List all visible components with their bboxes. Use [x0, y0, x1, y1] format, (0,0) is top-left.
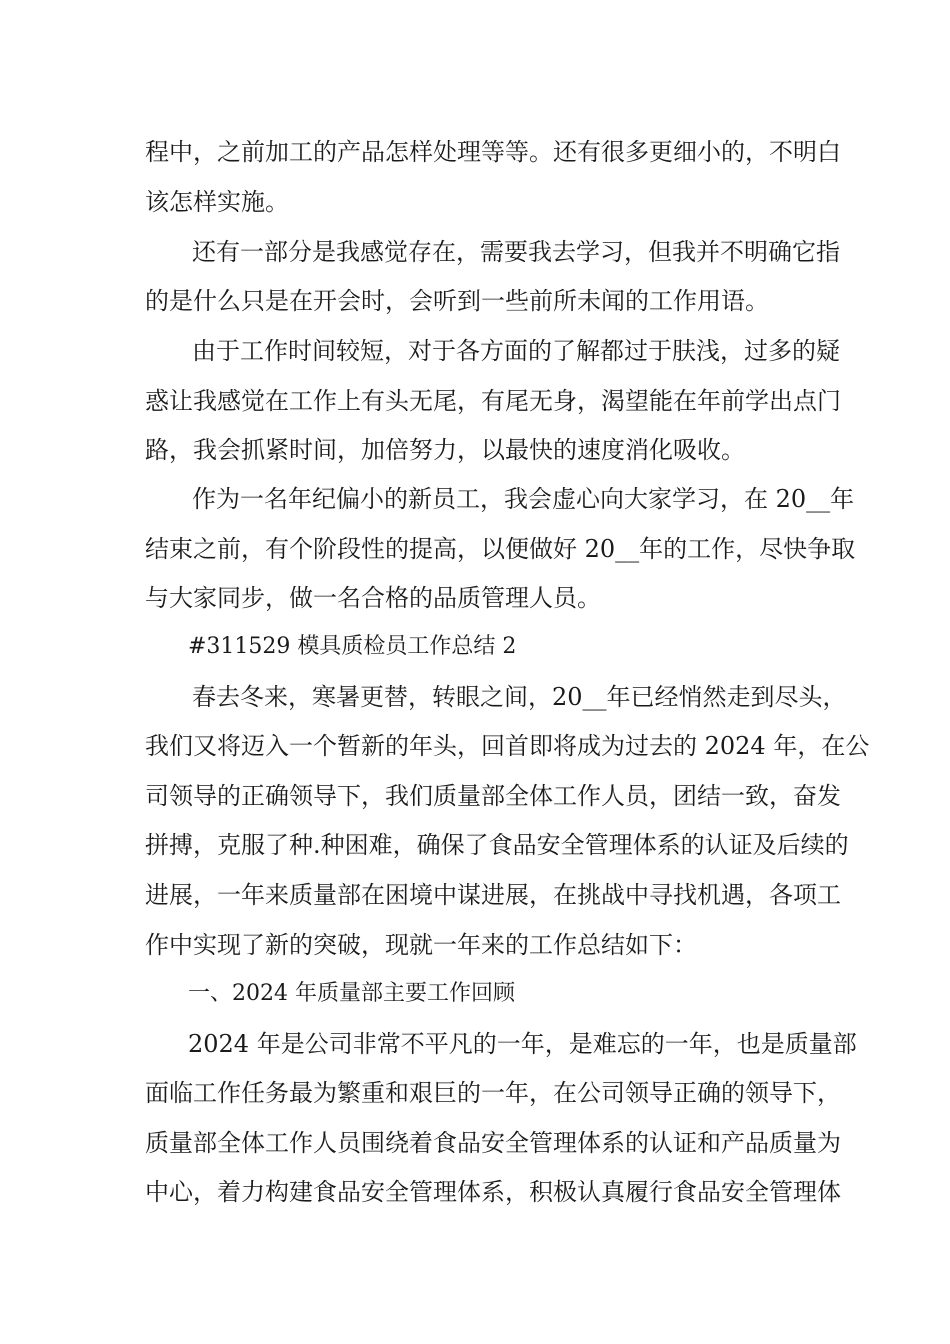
text-line: 与大家同步，做一名合格的品质管理人员。	[145, 584, 601, 612]
text-line: 作为一名年纪偏小的新员工，我会虚心向大家学习，在 20__年	[192, 485, 855, 513]
text-line: 司领导的正确领导下，我们质量部全体工作人员，团结一致，奋发	[145, 782, 841, 810]
text-line: 路，我会抓紧时间，加倍努力，以最快的速度消化吸收。	[145, 436, 745, 464]
text-line: 2024 年是公司非常不平凡的一年，是难忘的一年，也是质量部	[188, 1030, 857, 1058]
text-line: 面临工作任务最为繁重和艰巨的一年，在公司领导正确的领导下，	[145, 1079, 841, 1107]
text-line: 由于工作时间较短，对于各方面的了解都过于肤浅，过多的疑	[192, 337, 840, 365]
text-line: 程中，之前加工的产品怎样处理等等。还有很多更细小的，不明白	[145, 138, 841, 166]
text-line: 的是什么只是在开会时，会听到一些前所未闻的工作用语。	[145, 287, 769, 315]
text-line: 结束之前，有个阶段性的提高，以便做好 20__年的工作，尽快争取	[145, 535, 856, 563]
text-line: 作中实现了新的突破，现就一年来的工作总结如下：	[145, 931, 697, 959]
text-line: 春去冬来，寒暑更替，转眼之间，20__年已经悄然走到尽头，	[192, 683, 847, 711]
text-line: 中心，着力构建食品安全管理体系，积极认真履行食品安全管理体	[145, 1178, 841, 1206]
section-heading: #311529 模具质检员工作总结 2	[188, 634, 517, 659]
section-heading: 一、2024 年质量部主要工作回顾	[188, 981, 515, 1006]
text-line: 惑让我感觉在工作上有头无尾，有尾无身，渴望能在年前学出点门	[145, 387, 841, 415]
text-line: 还有一部分是我感觉存在，需要我去学习，但我并不明确它指	[192, 238, 840, 266]
text-line: 拼搏，克服了种.种困难，确保了食品安全管理体系的认证及后续的	[145, 831, 849, 859]
text-line: 进展，一年来质量部在困境中谋进展，在挑战中寻找机遇，各项工	[145, 881, 841, 909]
text-line: 我们又将迈入一个暂新的年头，回首即将成为过去的 2024 年，在公	[145, 732, 870, 760]
text-line: 质量部全体工作人员围绕着食品安全管理体系的认证和产品质量为	[145, 1129, 841, 1157]
text-line: 该怎样实施。	[145, 188, 289, 216]
